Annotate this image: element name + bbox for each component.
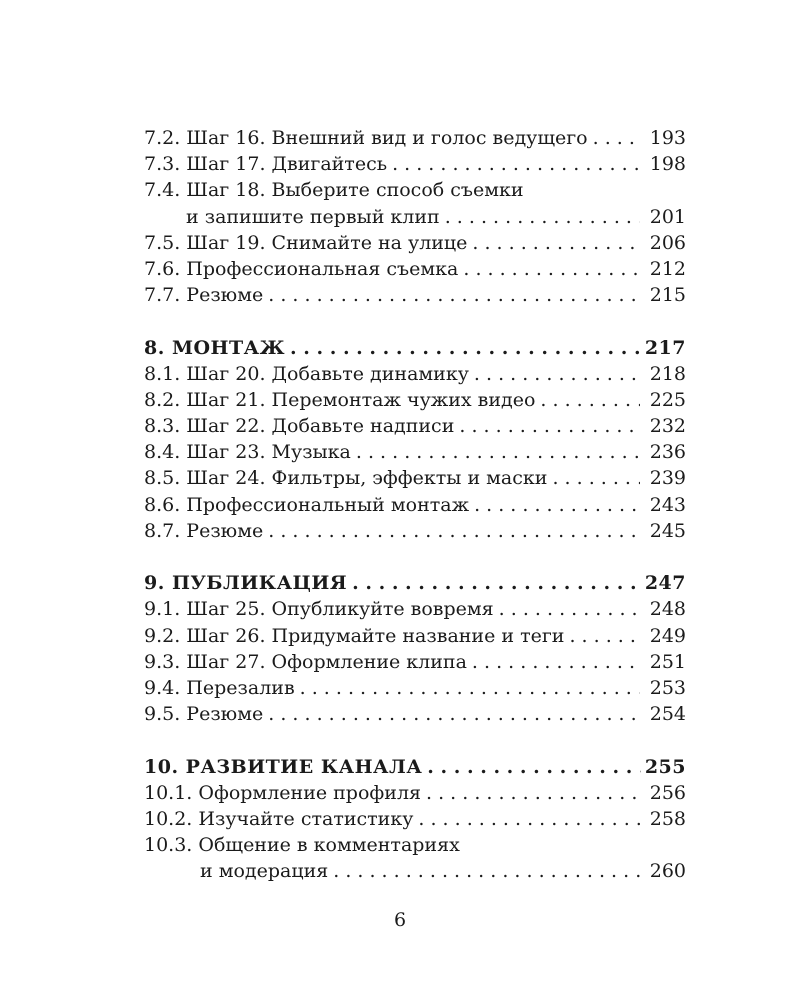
dot-leader: [458, 256, 640, 282]
toc-entry-title: 7.3. Шаг 17. Двигайтесь: [144, 153, 388, 176]
toc-entry-page: 245: [649, 519, 686, 542]
toc-entry-title: 9.1. Шаг 25. Опубликуйте вовремя: [144, 598, 494, 621]
dot-leader: [467, 649, 640, 675]
toc-entry-page: 218: [649, 362, 686, 385]
toc-entry-page: 201: [649, 205, 686, 228]
toc-entry-page: 243: [649, 493, 686, 516]
dot-leader: [347, 570, 641, 596]
toc-entry-title: 8.5. Шаг 24. Фильтры, эффекты и маски: [144, 467, 548, 490]
toc-entry-9-4[interactable]: [144, 675, 686, 701]
table-of-contents: [144, 125, 686, 884]
toc-entry-8-3[interactable]: [144, 413, 686, 439]
toc-entry-title: 8.6. Профессиональный монтаж: [144, 493, 470, 516]
toc-entry-page: 256: [649, 781, 686, 804]
toc-entry-7-7[interactable]: [144, 282, 686, 308]
toc-entry-title: 9.2. Шаг 26. Придумайте название и теги: [144, 624, 565, 647]
toc-entry-7-4-line2[interactable]: [144, 204, 686, 230]
toc-entry-title: 7.7. Резюме: [144, 284, 264, 307]
toc-entry-10-3-line2[interactable]: [144, 858, 686, 884]
dot-leader: [467, 230, 640, 256]
toc-entry-title: 8.3. Шаг 22. Добавьте надписи: [144, 415, 455, 438]
toc-entry-page: 251: [649, 650, 686, 673]
toc-entry-10-2[interactable]: [144, 806, 686, 832]
toc-chapter-title: 8. МОНТАЖ: [144, 336, 286, 359]
dot-leader: [263, 282, 640, 308]
dot-leader: [422, 754, 641, 780]
toc-entry-title: 8.4. Шаг 23. Музыка: [144, 441, 351, 464]
toc-entry-title: 8.2. Шаг 21. Перемонтаж чужих видео: [144, 388, 536, 411]
toc-entry-page: 193: [649, 127, 686, 149]
toc-entry-7-3[interactable]: [144, 151, 686, 177]
section-gap: [144, 544, 686, 570]
toc-chapter-9[interactable]: [144, 570, 686, 596]
toc-entry-9-2[interactable]: [144, 623, 686, 649]
toc-entry-8-6[interactable]: [144, 492, 686, 518]
dot-leader: [440, 204, 640, 230]
toc-entry-page: 248: [649, 598, 686, 621]
dot-leader: [285, 335, 641, 361]
toc-entry-title-continued: и запишите первый клип: [186, 205, 440, 228]
toc-entry-9-5[interactable]: [144, 701, 686, 727]
toc-entry-title: 10.1. Оформление профиля: [144, 781, 421, 804]
toc-entry-9-3[interactable]: [144, 649, 686, 675]
toc-entry-page: 212: [649, 257, 686, 280]
dot-leader: [413, 806, 640, 832]
toc-entry-7-2[interactable]: [144, 125, 686, 151]
toc-entry-title: 7.4. Шаг 18. Выберите способ съемки: [144, 179, 524, 202]
toc-entry-8-2[interactable]: [144, 387, 686, 413]
toc-entry-page: 215: [649, 284, 686, 307]
toc-chapter-title: 10. РАЗВИТИЕ КАНАЛА: [144, 755, 423, 778]
toc-chapter-page: 247: [644, 572, 686, 595]
toc-entry-8-7[interactable]: [144, 518, 686, 544]
dot-leader: [547, 465, 640, 491]
dot-leader: [588, 125, 640, 151]
dot-leader: [535, 387, 640, 413]
toc-chapter-10[interactable]: [144, 754, 686, 780]
toc-entry-title-continued: и модерация: [200, 860, 329, 883]
toc-entry-8-4[interactable]: [144, 439, 686, 465]
toc-entry-8-1[interactable]: [144, 361, 686, 387]
toc-entry-title: 7.2. Шаг 16. Внешний вид и голос ведущего: [144, 127, 588, 149]
dot-leader: [494, 596, 640, 622]
toc-entry-page: 258: [649, 807, 686, 830]
toc-entry-page: 198: [649, 153, 686, 176]
toc-chapter-page: 217: [644, 336, 686, 359]
toc-entry-title: 9.5. Резюме: [144, 703, 264, 726]
toc-entry-7-4-line1[interactable]: [144, 177, 686, 203]
toc-entry-title: 9.3. Шаг 27. Оформление клипа: [144, 650, 467, 673]
toc-chapter-page: 255: [644, 755, 686, 778]
toc-entry-title: 10.3. Общение в комментариях: [144, 834, 460, 857]
toc-entry-10-3-line1[interactable]: [144, 832, 686, 858]
section-gap: [144, 308, 686, 334]
toc-entry-7-6[interactable]: [144, 256, 686, 282]
dot-leader: [351, 439, 640, 465]
dot-leader: [263, 701, 640, 727]
toc-chapter-8[interactable]: [144, 335, 686, 361]
toc-entry-9-1[interactable]: [144, 596, 686, 622]
toc-entry-page: 239: [649, 467, 686, 490]
section-gap: [144, 727, 686, 753]
toc-entry-page: 260: [649, 860, 686, 883]
toc-entry-page: 206: [649, 231, 686, 254]
toc-entry-page: 236: [649, 441, 686, 464]
dot-leader: [387, 151, 640, 177]
dot-leader: [328, 858, 640, 884]
toc-entry-title: 7.5. Шаг 19. Снимайте на улице: [144, 231, 468, 254]
toc-entry-title: 10.2. Изучайте статистику: [144, 807, 414, 830]
toc-entry-page: 254: [649, 703, 686, 726]
toc-entry-page: 253: [649, 676, 686, 699]
toc-chapter-title: 9. ПУБЛИКАЦИЯ: [144, 572, 348, 595]
toc-entry-title: 9.4. Перезалив: [144, 676, 295, 699]
toc-entry-page: 249: [649, 624, 686, 647]
toc-entry-10-1[interactable]: [144, 780, 686, 806]
toc-entry-title: 8.1. Шаг 20. Добавьте динамику: [144, 362, 469, 385]
dot-leader: [295, 675, 640, 701]
toc-entry-page: 225: [649, 388, 686, 411]
toc-entry-title: 8.7. Резюме: [144, 519, 264, 542]
dot-leader: [263, 518, 640, 544]
dot-leader: [469, 361, 640, 387]
dot-leader: [421, 780, 640, 806]
toc-entry-7-5[interactable]: [144, 230, 686, 256]
dot-leader: [454, 413, 640, 439]
toc-entry-8-5[interactable]: [144, 465, 686, 491]
dot-leader: [469, 492, 640, 518]
dot-leader: [564, 623, 640, 649]
page-number: 6: [393, 909, 407, 931]
toc-entry-page: 232: [649, 415, 686, 438]
toc-entry-title: 7.6. Профессиональная съемка: [144, 257, 459, 280]
